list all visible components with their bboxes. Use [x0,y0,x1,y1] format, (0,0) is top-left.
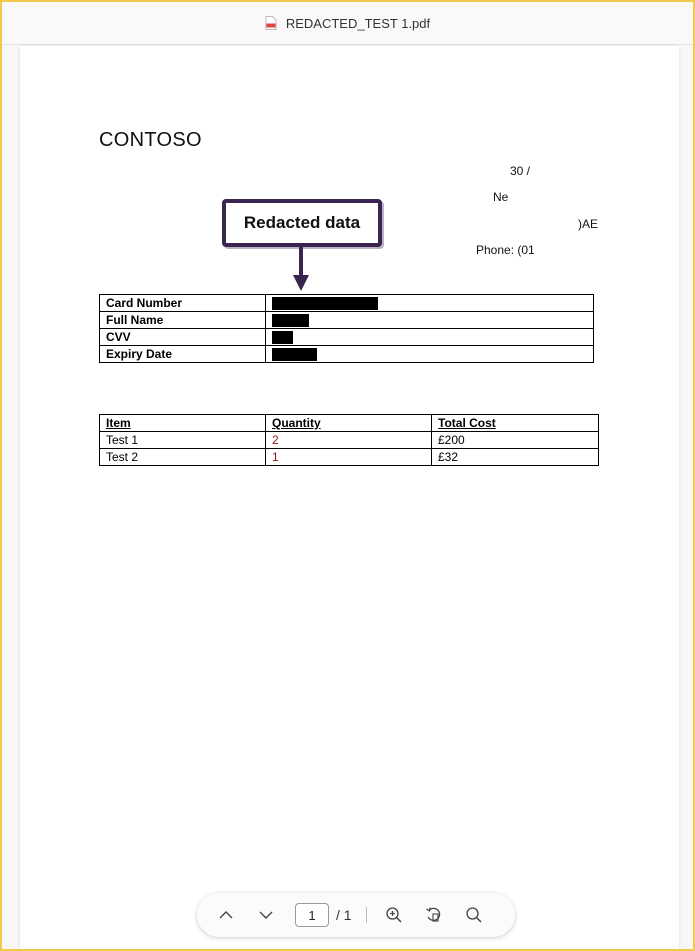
item-cell: Test 2 [100,449,266,466]
total-cost-cell: £200 [432,432,599,449]
table-row [100,432,599,449]
table-row [100,449,599,466]
document-filename: REDACTED_TEST 1.pdf [285,15,431,31]
card-details-table [99,294,594,363]
quantity-cell: 1 [266,449,432,466]
column-header-total-cost: Total Cost [432,415,599,432]
chevron-down-icon [258,910,274,920]
table-row [100,329,594,346]
pdf-page [20,46,679,951]
total-cost-cell: £32 [432,449,599,466]
column-header-quantity: Quantity [266,415,432,432]
chevron-up-icon [218,910,234,920]
cvv-value [266,329,594,346]
title-bar [2,2,693,45]
full-name-value [266,312,594,329]
redaction-box [272,314,309,327]
items-table [99,414,599,466]
toolbar-divider [366,907,367,923]
redacted-data-callout: Redacted data [222,199,382,247]
expiry-date-label: Expiry Date [100,346,266,363]
cvv-label: CVV [100,329,266,346]
page-total-label: / 1 [336,907,352,923]
table-header-row [100,415,599,432]
zoom-in-icon [385,906,403,924]
table-row [100,346,594,363]
rotate-button[interactable] [423,904,445,926]
search-icon [465,906,483,924]
zoom-in-button[interactable] [383,904,405,926]
callout-arrow-icon [290,247,312,293]
redaction-box [272,297,378,310]
next-page-button[interactable] [255,904,277,926]
pdf-file-icon [265,16,277,30]
address-line-2: Ne [493,190,509,204]
card-number-label: Card Number [100,295,266,312]
expiry-date-value [266,346,594,363]
address-line-1: 30 / [510,164,531,178]
previous-page-button[interactable] [215,904,237,926]
column-header-item: Item [100,415,266,432]
address-line-4: Phone: (01 [476,243,535,257]
redaction-box [272,331,293,344]
table-row [100,312,594,329]
page-number-input[interactable] [295,903,329,927]
redaction-box [272,348,317,361]
item-cell: Test 1 [100,432,266,449]
rotate-icon [425,906,443,924]
search-button[interactable] [463,904,485,926]
card-number-value [266,295,594,312]
pdf-navigation-toolbar [197,893,515,937]
address-line-3: )AE [578,217,599,231]
table-row [100,295,594,312]
company-name: CONTOSO [99,129,202,151]
quantity-cell: 2 [266,432,432,449]
full-name-label: Full Name [100,312,266,329]
